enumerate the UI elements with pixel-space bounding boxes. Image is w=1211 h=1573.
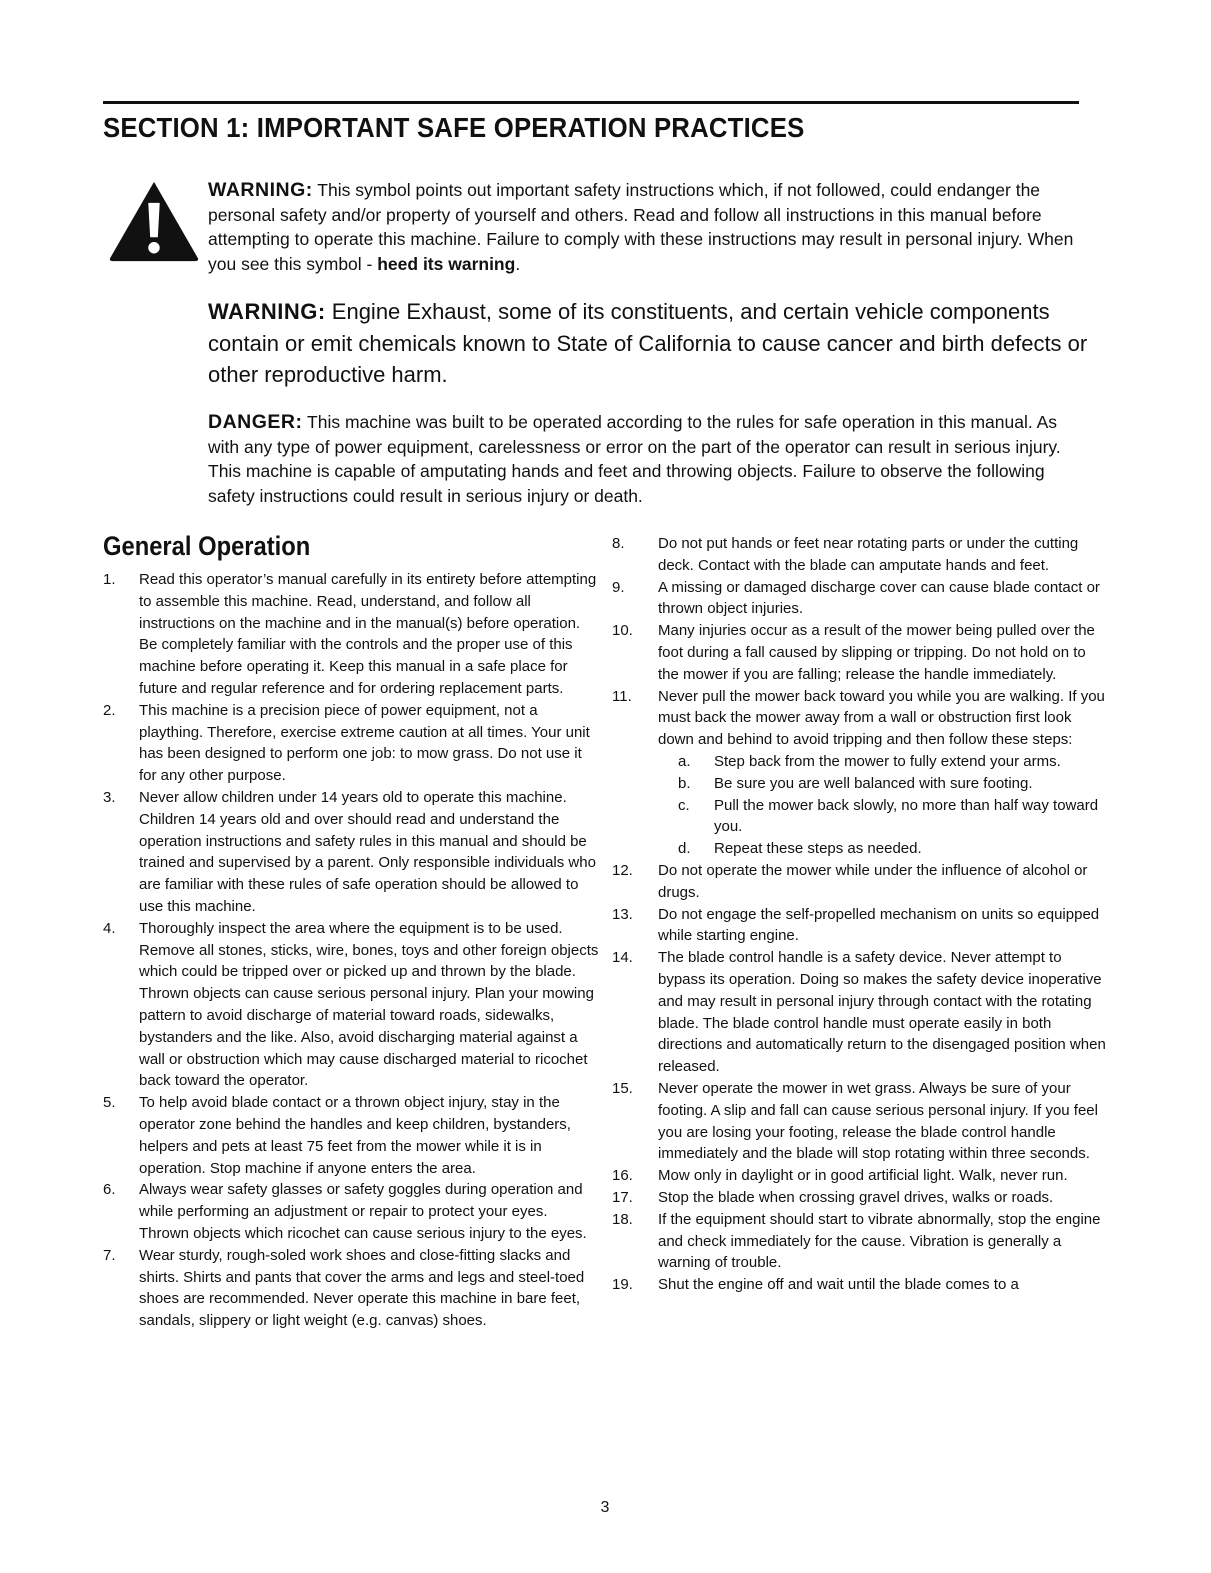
substep-item — [658, 795, 1107, 839]
item-number: 12. — [612, 861, 633, 879]
list-item — [612, 686, 1107, 860]
list-item — [612, 620, 1107, 685]
warning-text: Engine Exhaust, some of its constituents, and certain vehicle components contain or emit chemicals known to State of California to cause cancer and birth defects or other reproductive harm. — [208, 299, 1088, 387]
item-number: 7. — [103, 1246, 116, 1264]
item-text: Do not operate the mower while under the influence of alcohol or drugs. — [658, 861, 1088, 901]
left-column — [100, 528, 600, 1332]
list-item — [612, 1187, 1107, 1209]
item-text: Read this operator’s manual carefully in its entirety before attempting to assemble this machine. Read, understand, and follow all instructions on the machine and in the manual(s) before operation. Be completely familiar with the controls and the proper use of this machine before operating it. Keep this manual in a safe place for future and regular reference and for ordering replacement parts. — [139, 571, 597, 697]
list-item — [612, 904, 1107, 948]
item-number: 2. — [103, 701, 116, 719]
item-number: 15. — [612, 1079, 633, 1097]
safety-rules-list-right — [612, 533, 1107, 1296]
warning-notice-symbol — [208, 178, 1088, 276]
item-text: Never allow children under 14 years old to operate this machine. Children 14 years old and over should read and understand the operation instructions and safety rules in this manual and should be trained and supervised by a parent. Only responsible individuals who are familiar with these rules of safe operation should be allowed to use this machine. — [139, 788, 596, 915]
item-number: 10. — [612, 622, 633, 640]
item-text: To help avoid blade contact or a thrown object injury, stay in the operator zone behind the handles and keep children, bystanders, helpers and pets at least 75 feet from the mower while it is in operation. Stop machine if anyone enters the area. — [139, 1094, 571, 1177]
item-number: 4. — [103, 919, 116, 937]
substep-text: Repeat these steps as needed. — [714, 840, 922, 858]
item-number: 14. — [612, 949, 633, 967]
item-number: 11. — [612, 687, 632, 705]
item-text: Do not engage the self-propelled mechanism on units so equipped while starting engine. — [658, 905, 1100, 945]
substep-letter: b. — [678, 774, 691, 792]
item-number: 5. — [103, 1094, 116, 1112]
list-item — [612, 860, 1107, 904]
item-text: Many injuries occur as a result of the mower being pulled over the foot during a fall caused by slipping or tripping. Do not hold on to the mower if you are falling; release the handle immediately. — [658, 622, 1095, 683]
list-item — [100, 700, 600, 787]
list-item — [100, 918, 600, 1092]
item-text: This machine is a precision piece of power equipment, not a plaything. Therefore, exercise extreme caution at all times. Your unit has been designed to perform one job: to mow grass. Do not use it for any other purpose. — [139, 701, 590, 785]
right-column — [612, 533, 1107, 1296]
warning-end: . — [515, 253, 521, 274]
substep-text: Step back from the mower to fully extend your arms. — [714, 752, 1061, 770]
warning-label: WARNING: — [208, 299, 326, 324]
item-text: Never pull the mower back toward you while you are walking. If you must back the mower away from a wall or obstruction first look down and behind to avoid tripping and then follow these steps: — [658, 687, 1105, 749]
list-item — [612, 1078, 1107, 1165]
list-item — [612, 1165, 1107, 1187]
item-text: If the equipment should start to vibrate abnormally, stop the engine and check immediately for the cause. Vibration is generally a warning of trouble. — [658, 1210, 1101, 1272]
safety-rules-list-left — [100, 569, 600, 1332]
warning-label: WARNING: — [208, 179, 313, 201]
substep-item — [658, 773, 1107, 795]
list-item — [100, 569, 600, 700]
warning-text: This symbol points out important safety instructions which, if not followed, could endanger the personal safety and/or property of yourself and others. Read and follow all instructions in this manual before attempting to operate this machine. Failure to comply with these instructions may result in personal injury. When you see this symbol - — [208, 180, 1074, 274]
substeps-list — [658, 751, 1107, 860]
list-item — [612, 577, 1107, 621]
item-number: 3. — [103, 788, 116, 806]
item-text: Shut the engine off and wait until the blade comes to a — [658, 1276, 1019, 1294]
item-number: 8. — [612, 535, 625, 552]
item-text: Always wear safety glasses or safety goggles during operation and while performing an adjustment or repair to protect your eyes. Thrown objects which ricochet can cause serious injury to the eyes. — [139, 1181, 587, 1242]
list-item — [100, 787, 600, 918]
item-text: Mow only in daylight or in good artificial light. Walk, never run. — [658, 1167, 1068, 1185]
page-number: 3 — [600, 1499, 610, 1516]
list-item — [612, 947, 1107, 1078]
list-item — [100, 1245, 600, 1332]
item-number: 18. — [612, 1210, 633, 1228]
item-text: The blade control handle is a safety device. Never attempt to bypass its operation. Doing so makes the safety device inoperative and may result in personal injury through contact with the rotating blade. The blade control handle must operate easily in both directions and automatically return to the disengaged position when released. — [658, 949, 1106, 1076]
item-number: 13. — [612, 905, 633, 923]
item-number: 6. — [103, 1181, 116, 1199]
general-operation-heading: General Operation — [103, 531, 311, 561]
list-item — [612, 1209, 1107, 1274]
list-item — [100, 1179, 600, 1244]
section-top-rule — [103, 101, 1079, 104]
list-item — [612, 533, 1107, 577]
section-title: SECTION 1: IMPORTANT SAFE OPERATION PRACTICES — [103, 112, 805, 143]
warning-emphasis: heed its warning — [377, 253, 516, 274]
item-text: Never operate the mower in wet grass. Always be sure of your footing. A slip and fall can cause serious personal injury. If you feel you are losing your footing, release the blade control handle immediately and the blade will stop rotating within three seconds. — [658, 1079, 1098, 1163]
warning-notice-california — [208, 296, 1088, 391]
danger-notice — [208, 410, 1088, 508]
warning-triangle-icon — [106, 178, 202, 264]
substep-text: Be sure you are well balanced with sure footing. — [714, 774, 1033, 792]
item-number: 1. — [103, 571, 116, 588]
item-number: 17. — [612, 1188, 633, 1206]
item-text: A missing or damaged discharge cover can cause blade contact or thrown object injuries. — [658, 578, 1100, 618]
item-text: Wear sturdy, rough-soled work shoes and close-fitting slacks and shirts. Shirts and pants that cover the arms and legs and steel-toed shoes are recommended. Never operate this machine in bare feet, sandals, slippery or light weight (e.g. canvas) shoes. — [139, 1246, 585, 1330]
danger-label: DANGER: — [208, 411, 303, 433]
item-number: 19. — [612, 1276, 633, 1294]
substep-letter: c. — [678, 796, 690, 814]
list-item — [612, 1274, 1107, 1296]
item-number: 9. — [612, 578, 625, 596]
list-item — [100, 1092, 600, 1179]
item-number: 16. — [612, 1167, 633, 1185]
substep-item — [658, 751, 1107, 773]
item-text: Do not put hands or feet near rotating parts or under the cutting deck. Contact with the blade can amputate hands and feet. — [658, 535, 1079, 574]
item-text: Thoroughly inspect the area where the equipment is to be used. Remove all stones, sticks, wire, bones, toys and other foreign objects which could be tripped over or picked up and thrown by the blade. Thrown objects can cause serious personal injury. Plan your mowing pattern to avoid discharge of material toward roads, sidewalks, bystanders and the like. Also, avoid discharging material against a wall or obstruction which may cause discharged material to ricochet back toward the operator. — [139, 919, 599, 1090]
substep-text: Pull the mower back slowly, no more than half way toward you. — [714, 796, 1099, 836]
item-text: Stop the blade when crossing gravel drives, walks or roads. — [658, 1188, 1054, 1206]
danger-text: This machine was built to be operated according to the rules for safe operation in this manual. As with any type of power equipment, carelessness or error on the part of the operator can result in serious injury. This machine is capable of amputating hands and feet and throwing objects. Failure to observe the following safety instructions could result in serious injury or death. — [208, 412, 1061, 506]
substep-item — [658, 838, 1107, 860]
substep-letter: a. — [678, 752, 691, 770]
substep-letter: d. — [678, 840, 691, 858]
